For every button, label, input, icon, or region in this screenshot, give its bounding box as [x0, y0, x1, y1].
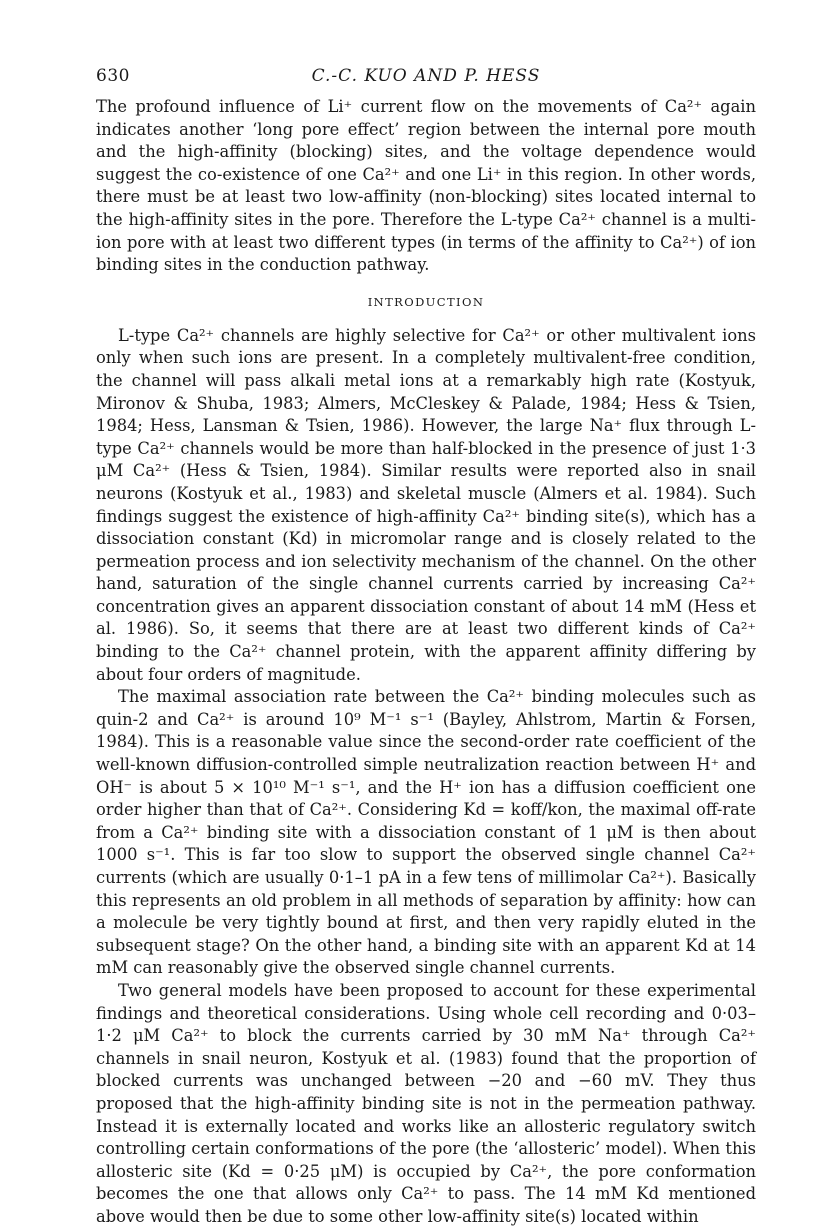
body-paragraph: L-type Ca²⁺ channels are highly selective for Ca²⁺ or other multivalent ions only when such ions are present. In a completely multivalent-free condition, the channel will pass alkali metal ions at a remarkably high rate (Kostyuk, Mironov & Shuba, 1983; Almers, McCleskey & Palade, 1984; Hess & Tsien, 1984; Hess, Lansman & Tsien, 1986). However, the large Na⁺ flux through L-type Ca²⁺ channels would be more than half-blocked in the presence of just 1·3 μM Ca²⁺ (Hess & Tsien, 1984). Similar results were reported also in snail neurons (Kostyuk et al., 1983) and skeletal muscle (Almers et al. 1984). Such findings suggest the existence of high-affinity Ca²⁺ binding site(s), which has a dissociation constant (Kd) in micromolar range and is closely related to the permeation process and ion selectivity mechanism of the channel. On the other hand, saturation of the single channel currents carried by increasing Ca²⁺ concentration gives an apparent dissociation constant of about 14 mM (Hess et al. 1986). So, it seems that there are at least two different kinds of Ca²⁺ binding to the Ca²⁺ channel protein, with the apparent affinity differing by about four orders of magnitude. — [96, 325, 756, 684]
body-paragraph: The maximal association rate between the Ca²⁺ binding molecules such as quin-2 and Ca²⁺ is around 10⁹ M⁻¹ s⁻¹ (Bayley, Ahlstrom, Martin & Forsen, 1984). This is a reasonable value since the second-order rate coefficient of the well-known diffusion-controlled simple neutralization reaction between H⁺ and OH⁻ is about 5 × 10¹⁰ M⁻¹ s⁻¹, and the H⁺ ion has a diffusion coefficient one order higher than that of Ca²⁺. Considering Kd = koff/kon, the maximal off-rate from a Ca²⁺ binding site with a dissociation constant of 1 μM is then about 1000 s⁻¹. This is far too slow to support the observed single channel Ca²⁺ currents (which are usually 0·1–1 pA in a few tens of millimolar Ca²⁺). Basically this represents an old problem in all methods of separation by affinity: how can a molecule be very tightly bound at first, and then very rapidly eluted in the subsequent stage? On the other hand, a binding site with an apparent Kd at 14 mM can reasonably give the observed single channel currents. — [96, 687, 756, 978]
page-number: 630 — [96, 66, 130, 86]
body-paragraph: Two general models have been proposed to account for these experimental findings and theoretical considerations. Using whole cell recording and 0·03–1·2 μM Ca²⁺ to block the currents carried by 30 mM Na⁺ through Ca²⁺ channels in snail neuron, Kostyuk et al. (1983) found that the proportion of blocked currents was unchanged between −20 and −60 mV. They thus proposed that the high-affinity binding site is not in the permeation pathway. Instead it is externally located and works like an allosteric regulatory switch controlling certain conformations of the pore (the ‘allosteric’ model). When this allosteric site (Kd = 0·25 μM) is occupied by Ca²⁺, the pore conformation becomes the one that allows only Ca²⁺ to pass. The 14 mM Kd mentioned above would then be due to some other low-affinity site(s) located within — [96, 980, 756, 1226]
page-header — [96, 66, 756, 94]
journal-page — [96, 66, 756, 1229]
body-paragraph: The profound influence of Li⁺ current flow on the movements of Ca²⁺ again indicates another ‘long pore effect’ region between the internal pore mouth and the high-affinity (blocking) sites, and the voltage dependence would suggest the co-existence of one Ca²⁺ and one Li⁺ in this region. In other words, there must be at least two low-affinity (non-blocking) sites located internal to the high-affinity sites in the pore. Therefore the L-type Ca²⁺ channel is a multi-ion pore with at least two different types (in terms of the affinity to Ca²⁺) of ion binding sites in the conduction pathway. — [96, 97, 756, 275]
section-heading-introduction: INTRODUCTION — [367, 294, 485, 309]
running-head: C.-C. KUO AND P. HESS — [311, 66, 541, 86]
